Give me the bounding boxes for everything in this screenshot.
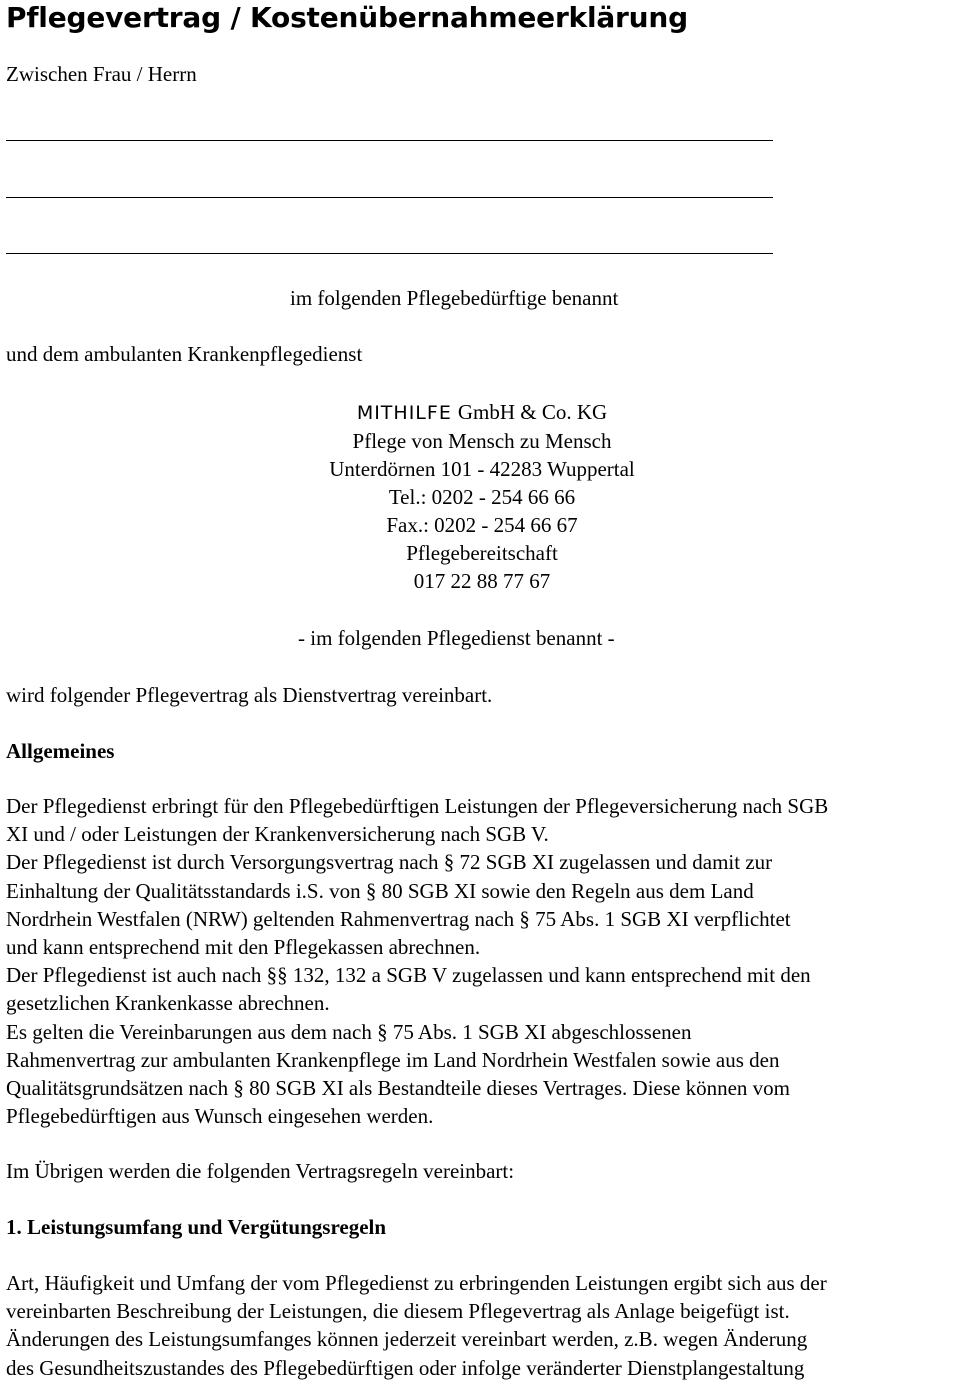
paragraph-line: XI und / oder Leistungen der Krankenversicherung nach SGB V. [6, 822, 549, 847]
between-label: Zwischen Frau / Herrn [6, 62, 197, 86]
company-logo: MITHILFE [356, 402, 452, 424]
paragraph-line: Der Pflegedienst erbringt für den Pflegebedürftigen Leistungen der Pflegeversicherung nach SGB [6, 794, 829, 818]
paragraph-line: Rahmenvertrag zur ambulanten Krankenpflege im Land Nordrhein Westfalen sowie aus den [6, 1047, 780, 1072]
provider-standby-number: 017 22 88 77 67 [413, 569, 551, 593]
paragraph-line: Einhaltung der Qualitätsstandards i.S. von § 80 SGB XI sowie den Regeln aus dem Land [6, 878, 754, 903]
paragraph-line: Der Pflegedienst ist auch nach §§ 132, 132 a SGB V zugelassen und kann entsprechend mit den [6, 963, 811, 988]
provider-company [190, 398, 774, 427]
provider-slogan: Pflege von Mensch zu Mensch [352, 429, 612, 453]
name-line-1[interactable] [6, 140, 773, 141]
patient-note: im folgenden Pflegebedürftige benannt [290, 286, 619, 310]
name-line-3[interactable] [6, 253, 773, 254]
name-line-2[interactable] [6, 197, 773, 198]
paragraph-line: gesetzlichen Krankenkasse abrechnen. [6, 991, 330, 1016]
agreement-text: wird folgender Pflegevertrag als Dienstvertrag vereinbart. [6, 683, 493, 707]
company-suffix: GmbH & Co. KG [457, 400, 608, 424]
page-title: Pflegevertrag / Kostenübernahmeerklärung [6, 1, 688, 34]
paragraph-line: Art, Häufigkeit und Umfang der vom Pflegedienst zu erbringenden Leistungen ergibt sich aus der [6, 1271, 827, 1295]
paragraph-line: Qualitätsgrundsätzen nach § 80 SGB XI als Bestandteile dieses Vertrages. Diese können vom [6, 1076, 791, 1101]
rules-intro: Im Übrigen werden die folgenden Vertragsregeln vereinbart: [6, 1159, 515, 1183]
paragraph-line: Es gelten die Vereinbarungen aus dem nach § 75 Abs. 1 SGB XI abgeschlossenen [6, 1019, 692, 1044]
section-1-paragraph [6, 1269, 960, 1382]
paragraph-line: und kann entsprechend mit den Pflegekassen abrechnen. [6, 935, 481, 960]
general-paragraph [6, 792, 960, 1130]
section-1-heading: 1. Leistungsumfang und Vergütungsregeln [6, 1215, 387, 1239]
provider-standby-label: Pflegebereitschaft [406, 541, 558, 565]
section-general-heading: Allgemeines [6, 739, 115, 763]
service-intro: und dem ambulanten Krankenpflegedienst [6, 342, 363, 366]
paragraph-line: Änderungen des Leistungsumfanges können jederzeit vereinbart werden, z.B. wegen Änderung [6, 1327, 808, 1352]
service-note: - im folgenden Pflegedienst benannt - [298, 626, 615, 650]
paragraph-line: des Gesundheitszustandes des Pflegebedürftigen oder infolge veränderter Dienstplangestaltung [6, 1355, 805, 1380]
paragraph-line: vereinbarten Beschreibung der Leistungen, die diesem Pflegevertrag als Anlage beigefügt ist. [6, 1299, 790, 1324]
provider-address: Unterdörnen 101 - 42283 Wuppertal [329, 457, 635, 481]
paragraph-line: Der Pflegedienst ist durch Versorgungsvertrag nach § 72 SGB XI zugelassen und damit zur [6, 850, 773, 875]
provider-tel: Tel.: 0202 - 254 66 66 [388, 485, 576, 509]
provider-fax: Fax.: 0202 - 254 66 67 [386, 513, 578, 537]
paragraph-line: Pflegebedürftigen aus Wunsch eingesehen werden. [6, 1104, 434, 1129]
paragraph-line: Nordrhein Westfalen (NRW) geltenden Rahmenvertrag nach § 75 Abs. 1 SGB XI verpflichtet [6, 906, 791, 931]
